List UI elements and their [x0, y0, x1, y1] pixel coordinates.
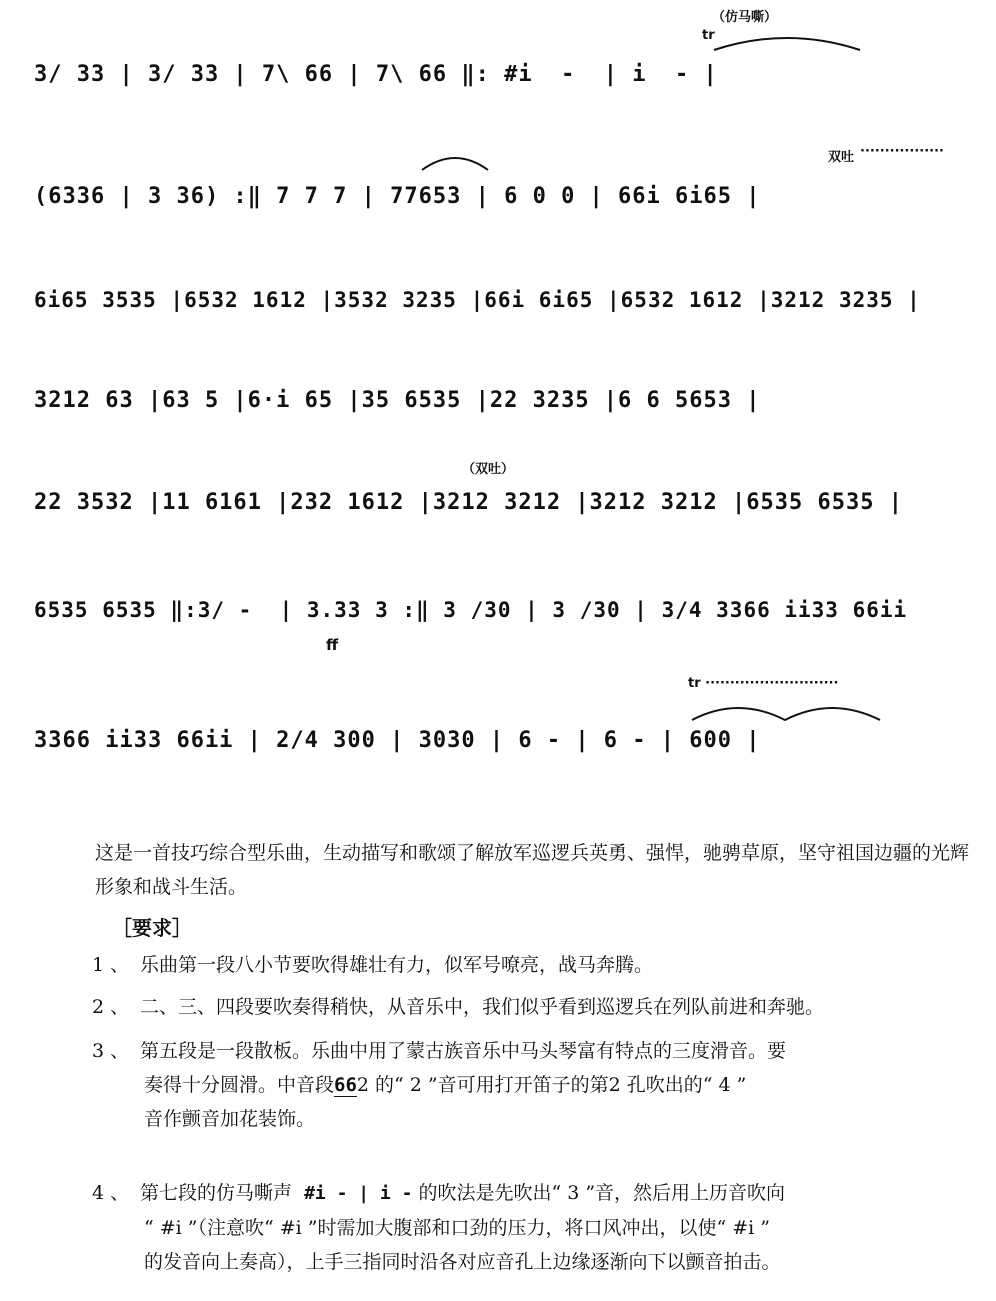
requirement-continuation: [92, 1068, 982, 1102]
trill-mark-2: tr ···························: [688, 676, 839, 691]
requirement-2: [92, 990, 982, 1024]
requirement-text: 二、三、四段要吹奏得稍快，从音乐中，我们似乎看到巡逻兵在列队前进和奔驰。: [140, 996, 825, 1018]
trill-mark: tr: [702, 28, 715, 43]
requirement-text: 第五段是一段散板。乐曲中用了蒙古族音乐中马头琴富有特点的三度滑音。要: [140, 1040, 787, 1062]
requirement-continuation: 音作颤音加花装饰。: [144, 1108, 316, 1130]
piece-description: [95, 836, 975, 904]
double-tongue-annotation: 双吐: [828, 150, 855, 165]
requirement-number: 3 、: [92, 1040, 130, 1062]
requirement-cont-text: 奏得十分圆滑。中音段: [144, 1074, 335, 1096]
requirement-4: [92, 1176, 982, 1279]
requirement-number: 4 、: [92, 1182, 130, 1204]
requirement-text: 乐曲第一段八小节要吹得雄壮有力，似军号嘹亮，战马奔腾。: [140, 954, 654, 976]
requirement-cont-text: 2 的“ 2 ”音可用打开笛子的第2 孔吹出的“ 4 ”: [356, 1074, 747, 1096]
requirement-text: 的吹法是先吹出“ 3 ”音，然后用上历音吹向: [418, 1182, 786, 1204]
requirement-text: 第七段的仿马嘶声: [140, 1182, 293, 1204]
requirement-3: [92, 1034, 982, 1136]
score-line-6: 6535 6535 ‖:3/ - | 3.33 3 :‖ 3 /30 | 3 /30 | 3/4 3366 ii33 66ii: [34, 598, 908, 622]
requirements-heading: ［要求］: [112, 916, 192, 940]
requirement-number: 1 、: [92, 954, 130, 976]
score-line-3: 6i65 3535 |6532 1612 |3532 3235 |66i 6i65 |6532 1612 |3212 3235 |: [34, 288, 921, 312]
requirement-continuation: “ #i ”（注意吹“ #i ”时需加大腹部和口劲的压力，将口风冲出，以使“ #i ”: [144, 1217, 771, 1239]
requirement-1: [92, 948, 982, 982]
score-line-5: 22 3532 |11 6161 |232 1612 |3212 3212 |3212 3212 |6535 6535 |: [34, 490, 903, 515]
score-line-1: 3/ 33 | 3/ 33 | 7\ 66 | 7\ 66 ‖: #i - | i - |: [34, 62, 718, 87]
slur-mark: [690, 700, 885, 724]
requirement-continuation: 的发音向上奏高），上手三指同时沿各对应音孔上边缘逐渐向下以颤音拍击。: [144, 1251, 781, 1273]
score-line-7: 3366 ii33 66ii | 2/4 300 | 3030 | 6 - | 6 - | 600 |: [34, 728, 761, 753]
requirement-number: 2 、: [92, 996, 130, 1018]
score-line-4: 3212 63 |63 5 |6·i 65 |35 6535 |22 3235 |6 6 5653 |: [34, 388, 761, 413]
inline-notation: #i - | i -: [304, 1183, 413, 1204]
underlined-notes: 66: [334, 1074, 357, 1096]
double-tongue-annotation-2: （双吐）: [462, 462, 515, 477]
dynamic-marking: ff: [326, 636, 339, 654]
score-line-2: (6336 | 3 36) :‖ 7 7 7 | 77653 | 6 0 0 | 66i 6i65 |: [34, 184, 761, 209]
horse-neigh-annotation: （仿马嘶）: [712, 10, 778, 25]
description-text: 这是一首技巧综合型乐曲，生动描写和歌颂了解放军巡逻兵英勇、强悍，驰骋草原，坚守祖国边疆的光辉形象和战斗生活。: [95, 842, 970, 898]
slur-mark: [420, 150, 490, 174]
slur-mark: [712, 30, 862, 54]
double-tongue-dots: ·················: [860, 144, 944, 159]
